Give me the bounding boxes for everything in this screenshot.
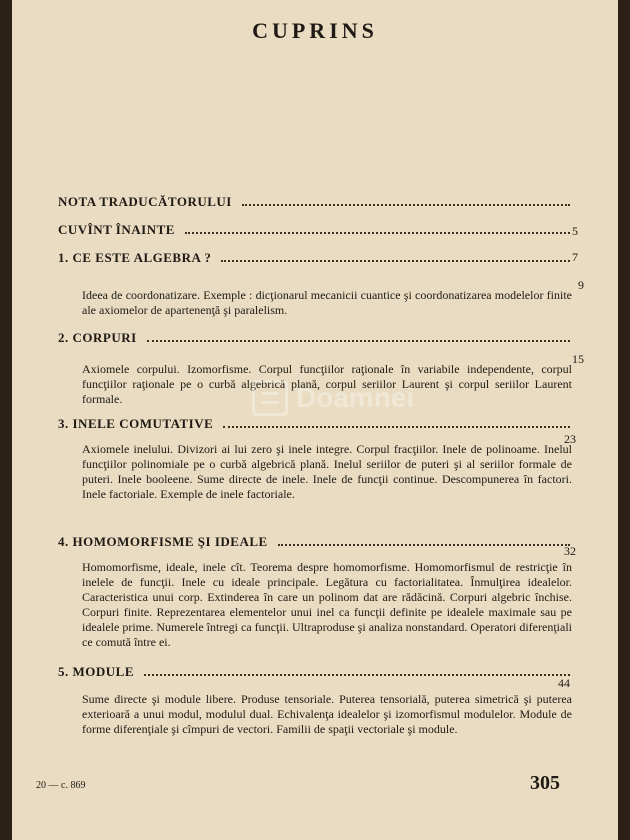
leader-dots [223,426,570,428]
chapter-4-description: Homomorfisme, ideale, inele cît. Teorema despre homomorfisme. Homomorfismul de restricţie în inelele de funcţii. Inele cu ideale principale. Legătura cu factorialitatea. Înmulţirea idealelor. Caracteristica unui corp. Extinderea în care un polinom dat are rădăcină. Corpuri algebric închise. Corpuri finite. Reprezentarea elementelor unui inel ca funcţii definite pe idealele maximale sau pe idealele prime. Numerele întregi ca funcţii. Ultraproduse şi analiza nonstandard. Operatori diferenţiali ce comută între ei. [82,560,572,649]
toc-entry-chapter-1 [58,246,578,266]
chapter-1-description: Ideea de coordonatizare. Exemple : dicţionarul mecanicii cuantice şi coordonatizarea modelelor finite ale axiomelor de apartenenţă şi paralelism. [82,288,572,317]
watermark [252,380,414,416]
toc-entry-label: 5. MODULE [58,664,134,679]
leader-dots [278,544,570,546]
toc-entry-label: 2. CORPURI [58,330,137,345]
section-page: 23 [564,432,576,446]
toc-entry-label: NOTA TRADUCĂTORULUI [58,194,232,209]
watermark-text: Doamnei [296,382,415,413]
chapter-5-description: Sume directe şi module libere. Produse tensoriale. Puterea tensorială, puterea simetrică şi puterea exterioară a unui modul, modulul dual. Echivalenţa idealelor şi izomorfismul modulelor. Module de forme diferenţiale şi cîmpuri de vectori. Familii de spaţii vectoriale şi module. [82,692,572,736]
toc-entry-chapter-4 [58,530,578,550]
signature-mark: 20 — c. 869 [36,780,86,791]
leader-dots [147,340,570,342]
section-page: 15 [572,352,584,366]
section-page: 32 [564,544,576,558]
leader-dots [221,260,570,262]
toc-entry-foreword [58,218,578,238]
toc-entry-chapter-2 [58,326,578,346]
toc-entry-page: 5 [572,224,578,238]
toc-entry-label: 3. INELE COMUTATIVE [58,416,214,431]
toc-entry-page: 7 [572,250,578,264]
section-page: 9 [578,278,584,292]
leader-dots [144,674,570,676]
toc-entry-label: 4. HOMOMORFISME ŞI IDEALE [58,534,268,549]
page-number: 305 [530,772,560,794]
book-page [12,0,618,840]
leader-dots [185,232,570,234]
leader-dots [242,204,570,206]
watermark-logo-icon [252,380,288,416]
page-title: CUPRINS [252,18,378,43]
toc-entry-label: CUVÎNT ÎNAINTE [58,222,175,237]
toc-entry-chapter-5 [58,660,578,680]
section-page: 44 [558,676,570,690]
toc-entry-translator-note [58,190,578,210]
chapter-3-description: Axiomele inelului. Divizori ai lui zero şi inele integre. Corpul fracţiilor. Inele de polinoame. Inelul funcţiilor polinomiale pe o curbă algebrică plană. Inelul seriilor de puteri şi al seriilor formale de puteri. Inele booleene. Sume directe de inele. Inele de funcţii continue. Descompunerea în factori. Inele factoriale. Exemple de inele factoriale. [82,442,572,501]
toc-entry-label: 1. CE ESTE ALGEBRA ? [58,250,212,265]
chapter-2-description: Axiomele corpului. Izomorfisme. Corpul funcţiilor raţionale în variabile independente, corpul funcţiilor raţionale pe o curbă algebrică plană, corpul seriilor Laurent şi corpul seriilor Laurent formale. [82,362,572,406]
